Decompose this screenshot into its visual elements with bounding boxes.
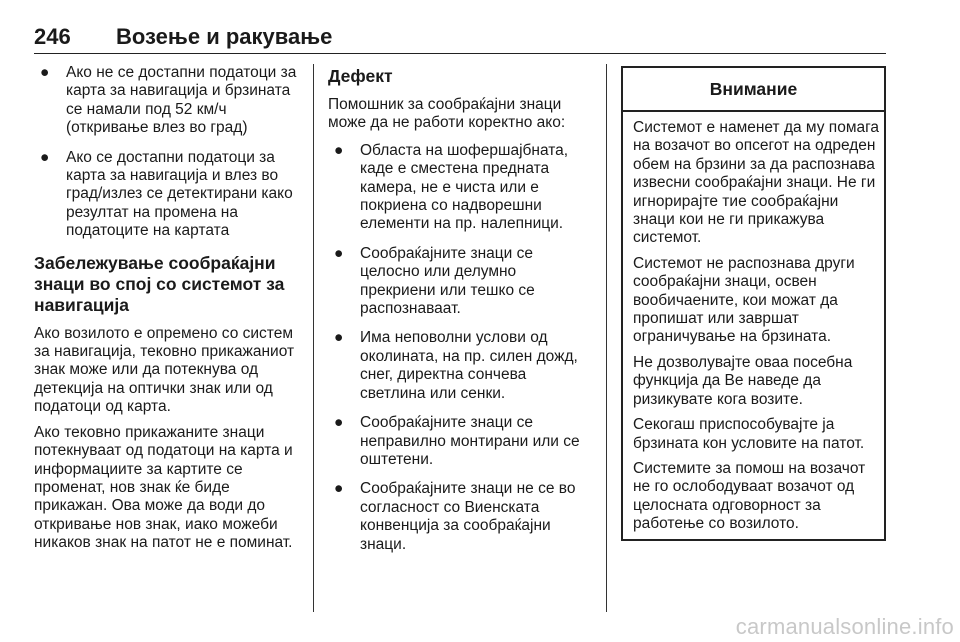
column-left [34, 64, 302, 560]
header-rule [34, 53, 886, 54]
warning-body [623, 112, 884, 534]
section-heading: Дефект [328, 66, 393, 86]
list-item: ● Ако се достапни податоци за карта за навигација и влез во град/излез се детектирани како резултат на промена на податоците на картата [40, 148, 293, 240]
column-middle [328, 64, 590, 565]
bullet-icon: ● [334, 414, 344, 432]
paragraph: Системот не распознава други сообраќајни знаци, освен вообичаените, кои можат да пропишат или завршат ограничување на брзината. [633, 254, 855, 346]
list-item: ● Ако не се достапни податоци за карта за навигација и брзината се намали под 52 км/ч (откривање влез во град) [40, 64, 297, 137]
warning-box [621, 66, 886, 541]
paragraph: Не дозволувајте оваа посебна функција да Ве наведе да ризикувате кога возите. [633, 353, 853, 408]
chapter-title: Возење и ракување [116, 24, 333, 49]
page-header [34, 22, 886, 52]
paragraph: Системите за помош на возачот не го ослободуваат возачот од целосната одговорност за работење со возилото. [633, 459, 866, 533]
bullet-icon: ● [40, 148, 50, 166]
bullet-list [328, 142, 590, 554]
list-item: ● Има неповолни услови од околината, на пр. силен дожд, снег, директна сончева светлина или сенки. [334, 329, 578, 402]
bullet-icon: ● [40, 64, 50, 81]
list-item: ● Сообраќајните знаци се целосно или делумно прекриени или тешко се распознаваат. [334, 244, 535, 318]
bullet-icon: ● [334, 141, 344, 159]
paragraph: Помошник за сообраќајни знаци може да не работи коректно ако: [328, 96, 566, 132]
warning-title: Внимание [623, 68, 884, 112]
column-divider [606, 64, 607, 612]
paragraph: Системот е наменет да му помага на возачот во опсегот на одреден обем на брзини за да распознава извесни сообраќајни знаци. Не ги игнорирајте тие сообраќајни знаци кои не ги прикажува системот. [633, 119, 880, 247]
paragraph: Секогаш приспособувајте ја брзината кон условите на патот. [633, 416, 865, 452]
bullet-icon: ● [334, 244, 344, 262]
watermark: carmanualsonline.info [735, 614, 954, 639]
page-number: 246 [34, 24, 71, 49]
paragraph: Ако тековно прикажаните знаци потекнуваат од податоци на карта и информациите за картите се променат, нов знак ќе биде прикажан. Ова може да води до откривање нов знак, иако можеби никаков знак на патот не е поминат. [34, 423, 293, 552]
section-heading: Забележување сообраќајни знаци во спој со системот за навигација [34, 252, 285, 315]
list-item: ● Сообраќајните знаци се неправилно монтирани или се оштетени. [334, 414, 580, 468]
column-divider [313, 64, 314, 612]
bullet-icon: ● [334, 329, 344, 347]
list-item: ● Сообраќајните знаци не се во согласност со Виенската конвенција за сообраќајни знаци. [334, 480, 576, 553]
bullet-icon: ● [334, 480, 344, 498]
list-item: ● Областа на шофершајбната, каде е сместена предната камера, не е чиста или е покриена со надворешни елементи на пр. налепници. [334, 141, 569, 233]
paragraph: Ако возилото е опремено со систем за навигација, тековно прикажаниот знак може или да потекнува од детекција на оптички знак или од податоци од карта. [34, 324, 295, 416]
bullet-list [34, 64, 302, 241]
